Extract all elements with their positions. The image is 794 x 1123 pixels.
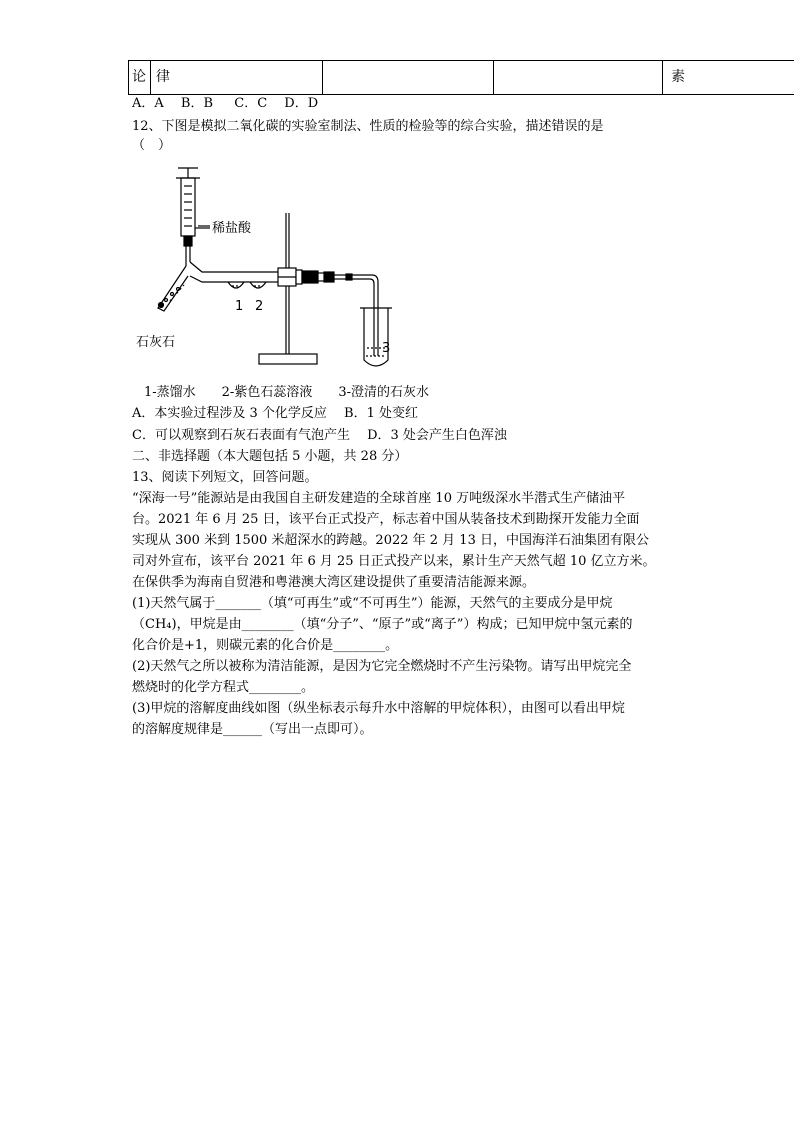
q12-stem-blank: （ ） bbox=[132, 138, 172, 153]
q13-part1-line: 化合价是+1，则碳元素的化合价是________。 bbox=[132, 638, 399, 653]
table-cell: 律 bbox=[150, 61, 322, 94]
q11-options: A．A B．B C．C D．D bbox=[132, 96, 319, 111]
bulb-2-label: 2 bbox=[255, 299, 264, 314]
q13-part3-line: (3)甲烷的溶解度曲线如图（纵坐标表示每升水中溶解的甲烷体积），由图可以看出甲烷 bbox=[132, 701, 625, 716]
table-cell: 论 bbox=[128, 61, 150, 94]
limestone-label: 石灰石 bbox=[136, 335, 176, 350]
q13-passage-line: “深海一号”能源站是由我国自主研发建造的全球首座 10 万吨级深水半潜式生产储油平 bbox=[132, 491, 626, 506]
q12-legend: 1-蒸馏水 2-紫色石蕊溶液 3-澄清的石灰水 bbox=[144, 385, 429, 400]
co2-apparatus-diagram bbox=[128, 158, 448, 380]
q13-part3-line: 的溶解度规律是______（写出一点即可）。 bbox=[132, 722, 373, 737]
q12-stem: 12、下图是模拟二氧化碳的实验室制法、性质的检验等的综合实验，描述错误的是 bbox=[132, 119, 604, 134]
table-cell: 素 bbox=[662, 61, 794, 94]
q13-passage-line: 司对外宣布，该平台 2021 年 6 月 25 日正式投产以来，累计生产天然气超 10 亿立方米。 bbox=[132, 554, 656, 569]
q13-passage-line: 实现从 300 米到 1500 米超深水的跨越。2022 年 2 月 13 日，中国海洋石油集团有限公 bbox=[132, 533, 649, 548]
q13-stem: 13、阅读下列短文，回答问题。 bbox=[132, 470, 318, 485]
q13-passage-line: 台。2021 年 6 月 25 日，该平台正式投产，标志着中国从装备技术到勘探开发能力全面 bbox=[132, 512, 640, 527]
answer-table-row bbox=[128, 60, 794, 95]
tube-3-label: 3 bbox=[382, 341, 391, 356]
q13-passage-line: 在保供季为海南自贸港和粤港澳大湾区建设提供了重要清洁能源来源。 bbox=[132, 575, 536, 590]
q13-part2-line: 燃烧时的化学方程式________。 bbox=[132, 680, 315, 695]
bulb-1-label: 1 bbox=[235, 299, 244, 314]
section-2-heading: 二、非选择题（本大题包括 5 小题，共 28 分） bbox=[132, 449, 408, 464]
q12-options-ab: A．本实验过程涉及 3 个化学反应 B．1 处变红 bbox=[132, 406, 419, 421]
table-cell bbox=[493, 61, 662, 94]
q13-part1-line: (1)天然气属于_______（填“可再生”或“不可再生”）能源，天然气的主要成分是甲烷 bbox=[132, 596, 613, 611]
table-cell bbox=[322, 61, 493, 94]
q12-options-cd: C．可以观察到石灰石表面有气泡产生 D．3 处会产生白色浑浊 bbox=[132, 428, 507, 443]
q13-part1-line: （CH₄)，甲烷是由________（填“分子”、“原子”或“离子”）构成；已知甲烷中氢元素的 bbox=[132, 617, 633, 632]
q13-part2-line: (2)天然气之所以被称为清洁能源，是因为它完全燃烧时不产生污染物。请写出甲烷完全 bbox=[132, 659, 632, 674]
acid-label: 稀盐酸 bbox=[212, 221, 252, 236]
